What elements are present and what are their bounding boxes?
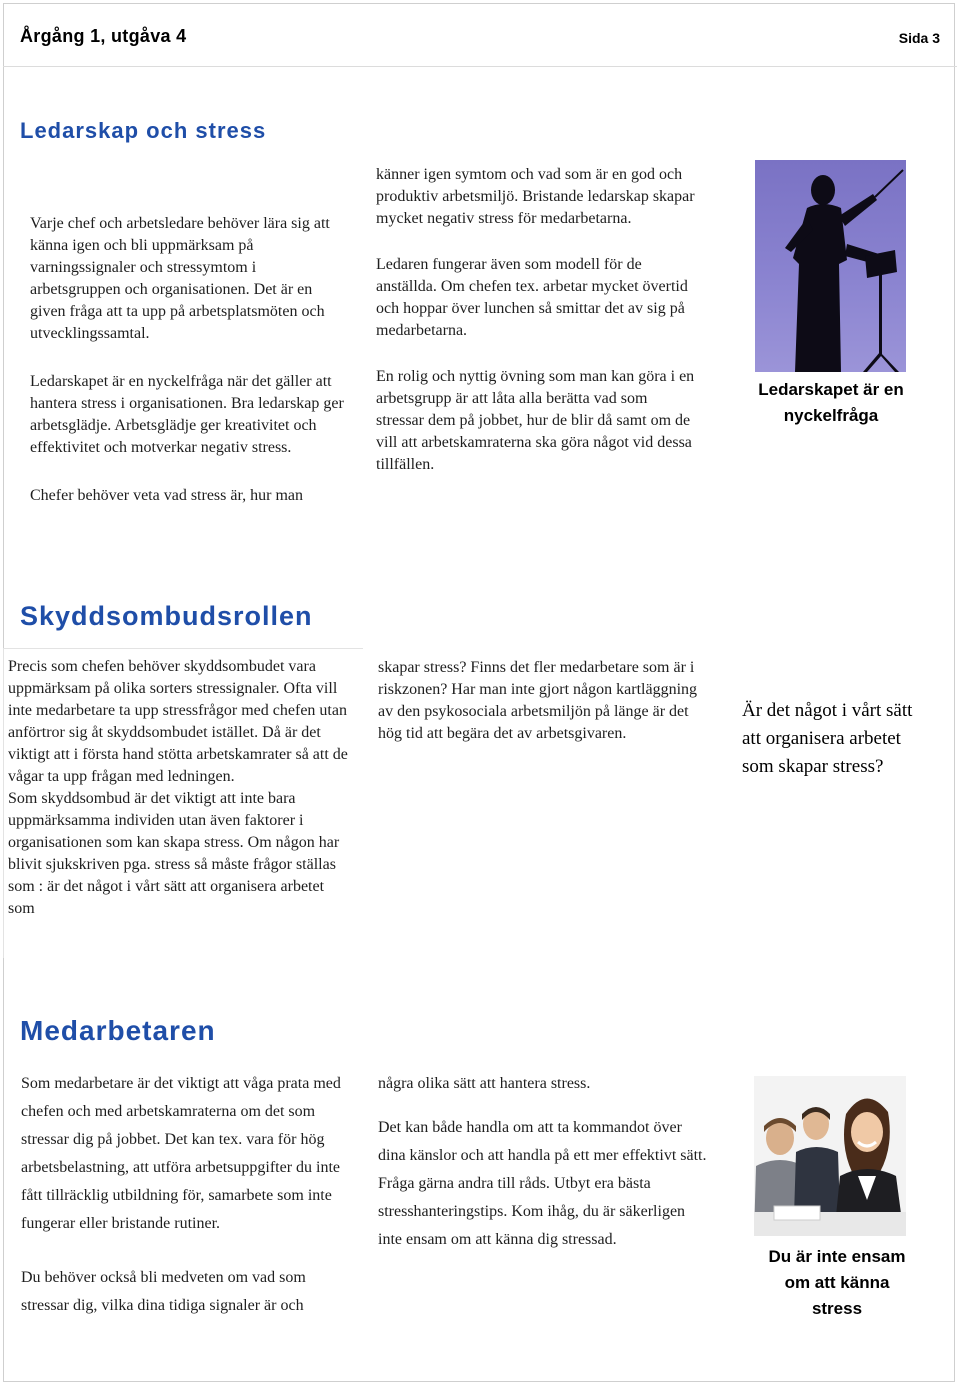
image-caption: Ledarskapet är en nyckelfråga	[758, 380, 904, 425]
box-side-rule	[3, 648, 4, 958]
paragraph: några olika sätt att hantera stress.	[378, 1075, 591, 1092]
paragraph: Som skyddsombud är det viktigt att inte bara uppmärksamma individen utan även faktorer i organisationen som kan skapa stress. Om någon har blivit sjukskriven pga. stress så måste frågor ställas som : är det något i vårt sätt att organisera arbetet som	[8, 790, 340, 917]
paragraph: känner igen symtom och vad som är en god och produktiv arbetsmiljö. Bristande ledarskap skapar mycket negativ stress för medarbetarna.	[376, 166, 695, 227]
paragraph: Det kan både handla om att ta kommandot över dina känslor och att handla på ett mer effektivt sätt. Fråga gärna andra till råds. Utbyt era bästa stresshanteringstips. Kom ihåg, du är säkerligen inte ensam om att känna dig stressad.	[378, 1119, 707, 1248]
image-caption: Du är inte ensam om att känna stress	[768, 1247, 906, 1318]
section2-column-left	[8, 656, 348, 920]
paragraph: Precis som chefen behöver skyddsombudet vara uppmärksam på olika sorters stressignaler. Ofta vill inte medarbetare ta upp stressfrågor med chefen utan anförtror sig åt skyddsombudet istället. Då är det viktigt att i första hand stötta arbetskamrater så att de vågar ta upp frågan med ledningen.	[8, 658, 348, 785]
paragraph: Ledarskapet är en nyckelfråga när det gäller att hantera stress i organisationen. Bra ledarskap ger arbetsglädje. Arbetsglädje ger kreativitet och effektivitet och motverkar negativ stress.	[30, 373, 344, 456]
paragraph: Ledaren fungerar även som modell för de anställda. Om chefen tex. arbetar mycket övertid och hoppar över lunchen så smittar det av sig på medarbetarna.	[376, 256, 688, 339]
paragraph: Du behöver också bli medveten om vad som stressar dig, vilka dina tidiga signaler är och	[21, 1269, 306, 1314]
section1-column-right	[376, 164, 698, 476]
paragraph: skapar stress? Finns det fler medarbetare som är i riskzonen? Har man inte gjort någon kartläggning av den psykosociala arbetsmiljön på länge är det hög tid att begära det av arbetsgivaren.	[378, 659, 698, 742]
paragraph: Chefer behöver veta vad stress är, hur man	[30, 487, 304, 504]
page-number: Sida 3	[898, 30, 940, 46]
section3-column-left	[21, 1070, 351, 1320]
box-rule	[3, 648, 363, 649]
paragraph: Som medarbetare är det viktigt att våga prata med chefen och med arbetskamraterna om det som stressar dig på jobbet. Det kan tex. vara för hög arbetsbelastning, att utföra arbetsuppgifter du inte fått tillräcklig utbildning för, samarbete som inte fungerar eller bristande rutiner.	[21, 1075, 341, 1232]
paragraph: Varje chef och arbetsledare behöver lära sig att känna igen och bli uppmärksam på varningssignaler och stressymtom i arbetsgruppen och organisationen. Det är en given fråga att ta upp på arbetsplatsmöten och utvecklingssamtal.	[30, 215, 330, 342]
section-title-medarbetaren: Medarbetaren	[20, 1015, 216, 1046]
conductor-silhouette-image	[755, 160, 906, 372]
section2-column-right	[378, 657, 708, 745]
section1-column-left	[30, 213, 348, 507]
section-title-ledarskap: Ledarskap och stress	[20, 118, 267, 143]
pull-quote: Är det något i vårt sätt att organisera arbetet som skapar stress?	[742, 700, 913, 777]
section-title-skyddsombud: Skyddsombudsrollen	[20, 601, 313, 631]
paragraph: En rolig och nyttig övning som man kan göra i en arbetsgrupp är att låta alla berätta vad som stressar dem på jobbet, hur de blir då samt om de vill att arbetskamraterna ska göra något vid dessa tillfällen.	[376, 368, 695, 473]
header-divider	[3, 66, 957, 67]
issue-label: Årgång 1, utgåva 4	[20, 26, 187, 46]
section3-column-right	[378, 1070, 708, 1254]
office-team-photo	[754, 1076, 906, 1236]
